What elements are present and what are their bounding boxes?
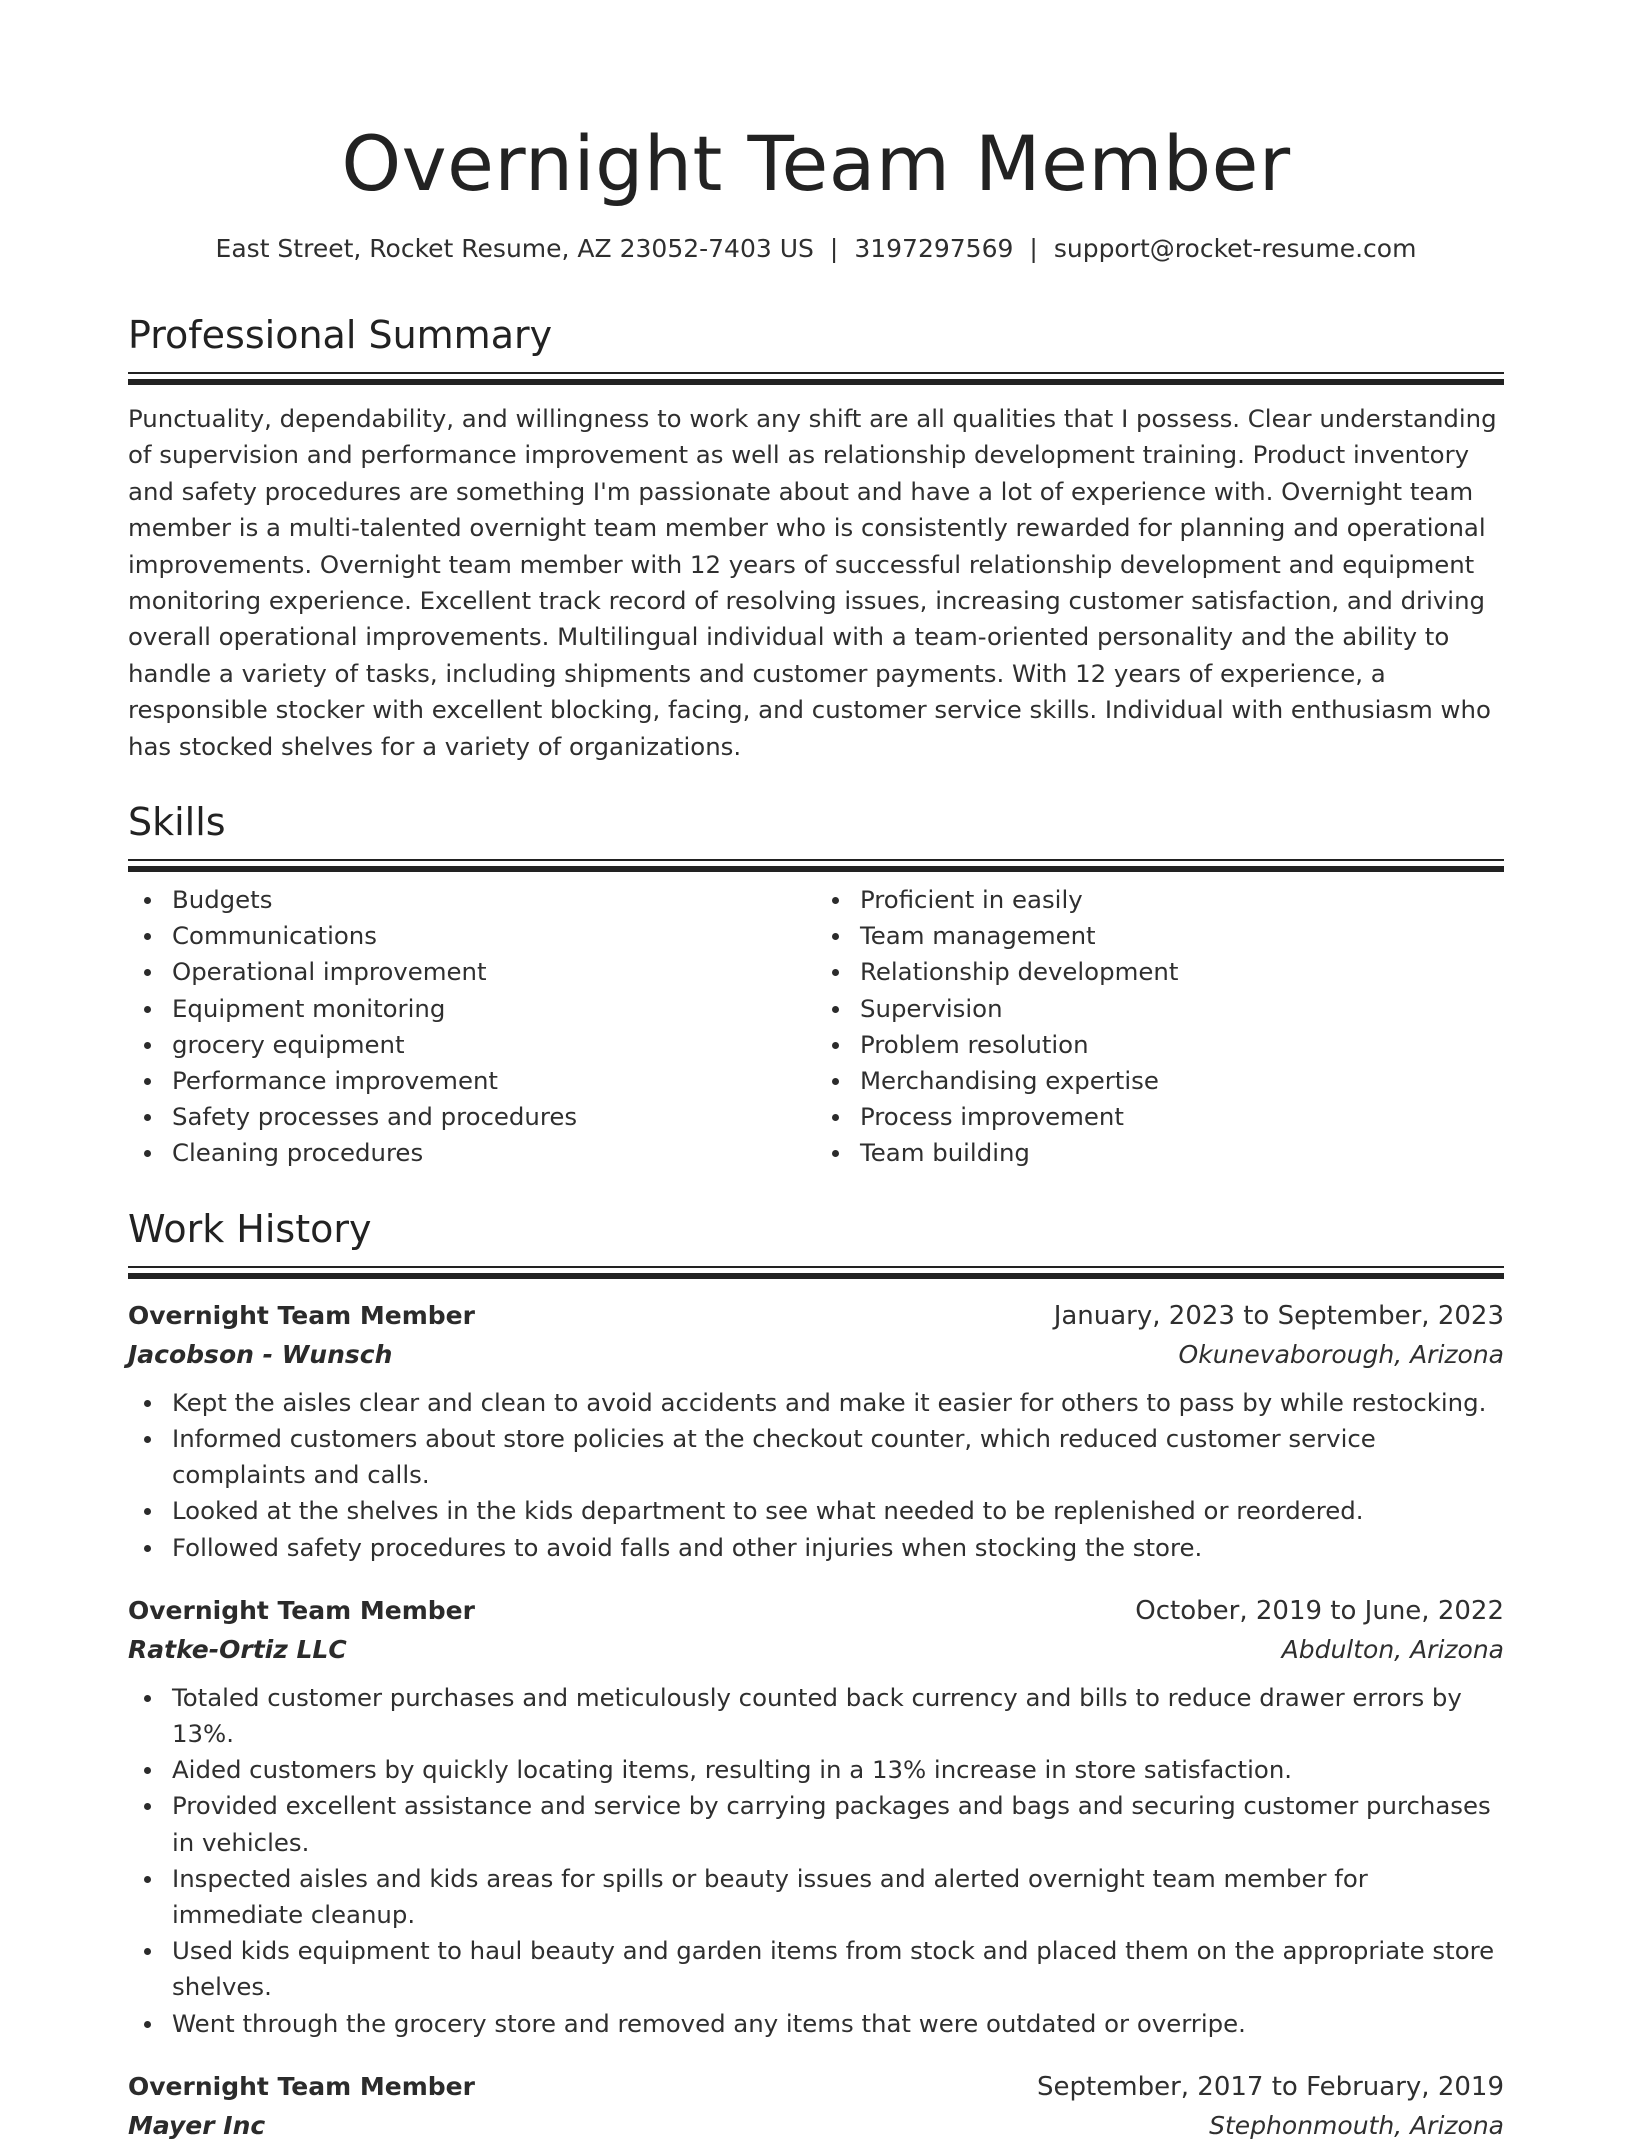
skill-item: Safety processes and procedures (172, 1099, 816, 1135)
job-bullet: Aided customers by quickly locating items, resulting in a 13% increase in store satisfaction. (172, 1752, 1504, 1788)
skill-item: Cleaning procedures (172, 1135, 816, 1171)
skill-item: grocery equipment (172, 1027, 816, 1063)
skill-item: Budgets (172, 882, 816, 918)
skill-item: Problem resolution (860, 1027, 1504, 1063)
skill-item: Team building (860, 1135, 1504, 1171)
job-title: Overnight Team Member (128, 1300, 475, 1330)
job-bullet: Used kids equipment to haul beauty and garden items from stock and placed them on the appropriate store shelves. (172, 1933, 1504, 2005)
skills-column-left (128, 882, 816, 1172)
section-rule-thick (128, 866, 1504, 872)
job-dates: September, 2017 to February, 2019 (1037, 2071, 1504, 2102)
job-location: Abdulton, Arizona (1281, 1634, 1504, 1664)
skills-list (128, 882, 1504, 1172)
job-bullets (128, 1385, 1504, 1566)
job-bullets (128, 1680, 1504, 2042)
job-bullet: Informed customers about store policies at the checkout counter, which reduced customer service complaints and calls. (172, 1421, 1504, 1493)
job-entry (128, 2068, 1504, 2146)
contact-separator: | (829, 234, 839, 263)
job-entry (128, 1592, 1504, 2042)
job-company: Mayer Inc (128, 2110, 266, 2140)
job-bullet: Looked at the shelves in the kids department to see what needed to be replenished or reordered. (172, 1493, 1504, 1529)
contact-address: East Street, Rocket Resume, AZ 23052-7403 US (215, 234, 814, 263)
skill-item: Operational improvement (172, 954, 816, 990)
section-title-summary: Professional Summary (128, 313, 553, 357)
contact-email[interactable]: support@rocket-resume.com (1053, 234, 1417, 263)
skill-item: Supervision (860, 991, 1504, 1027)
skill-item: Team management (860, 918, 1504, 954)
contact-phone: 3197297569 (854, 234, 1014, 263)
job-location: Stephonmouth, Arizona (1209, 2110, 1504, 2140)
job-company: Ratke-Ortiz LLC (128, 1634, 347, 1664)
skills-section (128, 797, 1504, 1172)
job-bullet: Went through the grocery store and removed any items that were outdated or overripe. (172, 2006, 1504, 2042)
job-bullet: Provided excellent assistance and service by carrying packages and bags and securing customer purchases in vehicles. (172, 1788, 1504, 1860)
job-bullet: Kept the aisles clear and clean to avoid accidents and make it easier for others to pass by while restocking. (172, 1385, 1504, 1421)
summary-text: Punctuality, dependability, and willingness to work any shift are all qualities that I possess. Clear understanding of supervision and performance improvement as well as relationship development training. Product inventory and safety procedures are something I'm passionate about and have a lot of experience with. Overnight team member is a multi-talented overnight team member who is consistently rewarded for planning and operational improvements. Overnight team member with 12 years of successful relationship development and equipment monitoring experience. Excellent track record of resolving issues, increasing customer satisfaction, and driving overall operational improvements. Multilingual individual with a team-oriented personality and the ability to handle a variety of tasks, including shipments and customer payments. With 12 years of experience, a responsible stocker with excellent blocking, facing, and customer service skills. Individual with enthusiasm who has stocked shelves for a variety of organizations. (128, 404, 1497, 761)
job-bullet: Inspected aisles and kids areas for spills or beauty issues and alerted overnight team member for immediate cleanup. (172, 1861, 1504, 1933)
job-title: Overnight Team Member (128, 1595, 475, 1625)
section-rule-thick (128, 379, 1504, 385)
skill-item: Equipment monitoring (172, 991, 816, 1027)
resume-name: Overnight Team Member (341, 119, 1291, 208)
skill-item: Merchandising expertise (860, 1063, 1504, 1099)
contact-line (128, 232, 1504, 266)
section-title-skills: Skills (128, 800, 226, 845)
job-title: Overnight Team Member (128, 2071, 475, 2101)
work-history-section (128, 1204, 1504, 2146)
skills-column-right (816, 882, 1504, 1172)
contact-separator: | (1029, 234, 1038, 263)
job-company: Jacobson - Wunsch (128, 1339, 393, 1369)
job-location: Okunevaborough, Arizona (1178, 1339, 1504, 1369)
skill-item: Process improvement (860, 1099, 1504, 1135)
section-rule (128, 1266, 1504, 1268)
job-dates: October, 2019 to June, 2022 (1135, 1595, 1504, 1626)
section-rule-thick (128, 1273, 1504, 1279)
skill-item: Performance improvement (172, 1063, 816, 1099)
job-bullet: Totaled customer purchases and meticulously counted back currency and bills to reduce drawer errors by 13%. (172, 1680, 1504, 1752)
section-rule (128, 372, 1504, 374)
skill-item: Proficient in easily (860, 882, 1504, 918)
job-dates: January, 2023 to September, 2023 (1053, 1300, 1504, 1331)
job-entry (128, 1297, 1504, 1566)
skill-item: Relationship development (860, 954, 1504, 990)
section-rule (128, 859, 1504, 861)
section-title-work-history: Work History (128, 1206, 372, 1251)
summary-section (128, 310, 1504, 765)
skill-item: Communications (172, 918, 816, 954)
job-bullet: Followed safety procedures to avoid falls and other injuries when stocking the store. (172, 1530, 1504, 1566)
